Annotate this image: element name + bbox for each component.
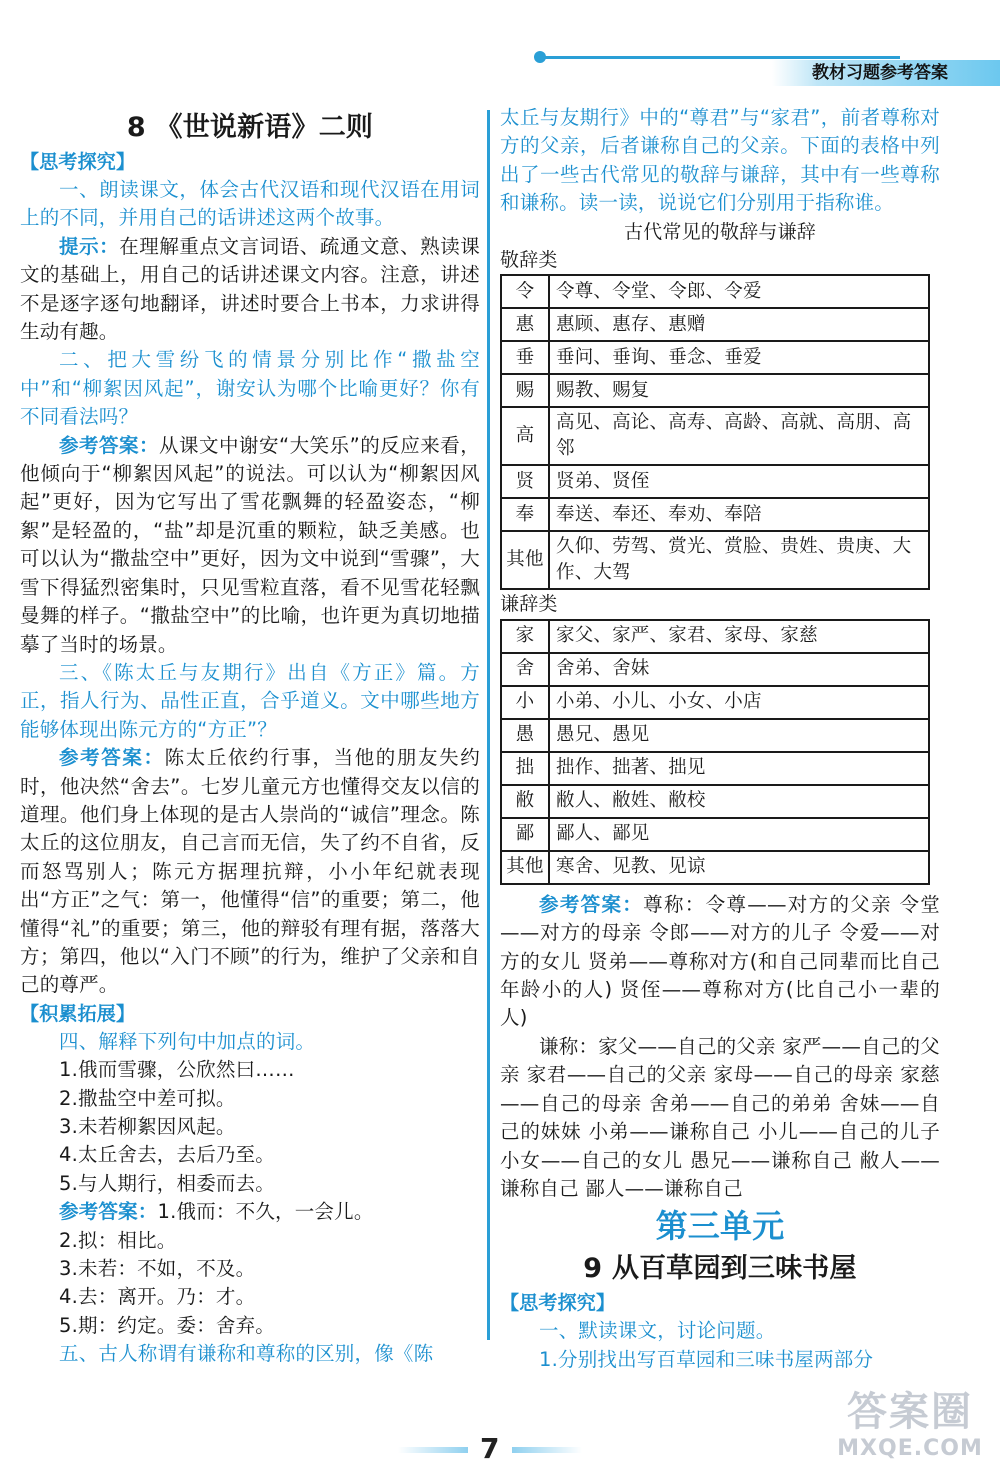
section-tag-extend: 【积累拓展】 xyxy=(20,1002,136,1025)
table-row xyxy=(501,752,929,785)
table-cell-value: 惠顾、惠存、惠赠 xyxy=(549,308,929,341)
table-cell-value: 寒舍、见教、见谅 xyxy=(549,851,929,884)
table-cell-key: 拙 xyxy=(501,752,549,785)
banner-title: 教材习题参考答案 xyxy=(812,63,948,83)
hint-text: 在理解重点文言词语、疏通文意、熟读课文的基础上，用自己的话讲述课文内容。注意，讲述不是逐字逐句地翻译，讲述时要合上书本，力求讲得生动有趣。 xyxy=(20,234,480,344)
respect-category-label: 敬辞类 xyxy=(500,249,558,272)
table-row xyxy=(501,818,929,851)
hint-paragraph xyxy=(20,233,480,347)
table-row xyxy=(501,275,929,308)
table-row xyxy=(501,374,929,407)
answer-label: 参考答案： xyxy=(539,892,644,916)
question-3: 三、《陈太丘与友期行》出自《方正》篇。方正，指人行为、品性正直，合乎道义。文中哪些地方能够体现出陈元方的“方正”？ xyxy=(20,660,480,741)
table-row xyxy=(501,686,929,719)
table-cell-value: 小弟、小儿、小女、小店 xyxy=(549,686,929,719)
question-5-continued: 太丘与友期行》中的“尊君”与“家君”，前者尊称对方的父亲，后者谦称自己的父亲。下面的表格中列出了一些古代常见的敬辞与谦辞，其中有一些尊称和谦称。读一读，说说它们分别用于指称谁。 xyxy=(500,106,940,215)
table-cell-key: 贤 xyxy=(501,465,549,498)
answer-3-text: 陈太丘依约行事，当他的朋友失约时，他决然“舍去”。七岁儿童元方也懂得交友以信的道理。他们身上体现的是古人崇尚的“诚信”理念。陈太丘的这位朋友，自己言而无信，失了约不自省，反而怒骂别人；陈元方据理抗辩，小小年纪就表现出“方正”之气：第一，他懂得“信”的重要；第二，他懂得“礼”的重要；第三，他的辩驳有理有据，落落大方；第四，他以“入门不顾”的行为，维护了父亲和自己的尊严。 xyxy=(20,746,480,997)
watermark-url: MXQE.COM xyxy=(837,1436,983,1461)
banner-rule xyxy=(540,56,900,59)
section-tag-explore: 【思考探究】 xyxy=(500,1292,616,1315)
respect-terms-table xyxy=(500,274,930,590)
table-cell-key: 其他 xyxy=(501,531,549,589)
table-cell-value: 家父、家严、家君、家母、家慈 xyxy=(549,620,929,653)
answer-5-humble: 谦称：家父——自己的父亲 家严——自己的父亲 家君——自己的父亲 家母——自己的母亲 家慈——自己的母亲 舍弟——自己的弟弟 舍妹——自己的妹妹 小弟——谦称自己 小儿——自己的儿子 小女——自己的女儿 愚兄——谦称自己 敝人——谦称自己 鄙人——谦称自己 xyxy=(500,1034,940,1200)
table-row xyxy=(501,531,929,589)
table-cell-key: 家 xyxy=(501,620,549,653)
answer-4-line: 3.未若：不如，不及。 xyxy=(59,1257,256,1281)
table-cell-key: 舍 xyxy=(501,653,549,686)
table-row xyxy=(501,498,929,531)
answer-2-text: 从课文中谢安“大笑乐”的反应来看，他倾向于“柳絮因风起”的说法。可以认为“柳絮因风起”更好，因为它写出了雪花飘舞的轻盈姿态，“柳絮”是轻盈的，“盐”却是沉重的颗粒，缺乏美感。也可以认为“撒盐空中”更好，因为文中说到“雪骤”，大雪下得猛烈密集时，只见雪粒直落，看不见雪花轻飘曼舞的样子。“撒盐空中”的比喻，也许更为真切地描摹了当时的场景。 xyxy=(20,433,480,656)
answer-4-text: 1.俄而：不久，一会儿。 xyxy=(157,1200,374,1224)
lesson-8-title: 8 《世说新语》二则 xyxy=(126,112,374,143)
question-1-lesson-9: 一、默读课文，讨论问题。 xyxy=(539,1319,776,1343)
answer-label: 参考答案： xyxy=(59,746,165,770)
answer-4-line: 2.拟：相比。 xyxy=(59,1228,177,1252)
right-column xyxy=(500,104,940,1374)
question-4-item: 4.太丘舍去，去后乃至。 xyxy=(59,1143,276,1167)
table-title: 古代常见的敬辞与谦辞 xyxy=(623,220,816,243)
answer-4-line xyxy=(20,1198,480,1226)
table-row xyxy=(501,341,929,374)
section-tag-explore: 【思考探究】 xyxy=(20,151,136,173)
page-number-decoration-left xyxy=(398,1447,468,1453)
page-number-decoration-right xyxy=(512,1447,582,1453)
table-cell-value: 鄙人、鄙见 xyxy=(549,818,929,851)
table-cell-key: 高 xyxy=(501,407,549,465)
table-row xyxy=(501,785,929,818)
table-cell-value: 赐教、赐复 xyxy=(549,374,929,407)
question-1-item-1: 1.分别找出写百草园和三味书屋两部分 xyxy=(539,1347,874,1371)
table-row xyxy=(501,719,929,752)
hint-label: 提示： xyxy=(59,234,120,258)
table-cell-key: 愚 xyxy=(501,719,549,752)
left-column xyxy=(20,108,480,1369)
watermark-logo xyxy=(830,1388,990,1464)
question-5: 五、古人称谓有谦称和尊称的区别，像《陈 xyxy=(59,1342,434,1366)
table-cell-value: 久仰、劳驾、赏光、赏脸、贵姓、贵庚、大作、大驾 xyxy=(549,531,929,589)
humble-category-label: 谦辞类 xyxy=(500,593,558,616)
answer-5-respect xyxy=(500,891,940,1033)
answer-label: 参考答案： xyxy=(59,1200,158,1224)
table-row xyxy=(501,620,929,653)
header-banner xyxy=(540,46,1000,86)
answer-label: 参考答案： xyxy=(59,433,160,457)
page-number: 7 xyxy=(480,1432,500,1465)
table-cell-key: 赐 xyxy=(501,374,549,407)
question-4-item: 3.未若柳絮因风起。 xyxy=(59,1115,236,1138)
answer-5-respect-text: 尊称：令尊——对方的父亲 令堂——对方的母亲 令郎——对方的儿子 令爱——对方的女儿 贤弟——尊称对方(和自己同辈而比自己年龄小的人) 贤侄——尊称对方(比自己小一辈的人) xyxy=(500,892,940,1030)
question-2: 二、把大雪纷飞的情景分别比作“撒盐空中”和“柳絮因风起”，谢安认为哪个比喻更好？你有不同看法吗？ xyxy=(20,348,480,429)
table-cell-value: 垂问、垂询、垂念、垂爱 xyxy=(549,341,929,374)
table-cell-value: 敝人、敝姓、敝校 xyxy=(549,785,929,818)
table-cell-key: 垂 xyxy=(501,341,549,374)
answer-4-line: 4.去：离开。乃：才。 xyxy=(59,1285,256,1309)
table-cell-value: 愚兄、愚见 xyxy=(549,719,929,752)
table-cell-value: 令尊、令堂、令郎、令爱 xyxy=(549,275,929,308)
column-divider xyxy=(487,110,490,1340)
watermark-text: 答案圈 xyxy=(847,1389,973,1435)
question-1: 一、朗读课文，体会古代汉语和现代汉语在用词上的不同，并用自己的话讲述这两个故事。 xyxy=(20,178,480,230)
answer-3 xyxy=(20,744,480,1000)
table-cell-key: 惠 xyxy=(501,308,549,341)
banner-dot xyxy=(534,51,546,63)
question-4-item: 2.撒盐空中差可拟。 xyxy=(59,1086,236,1110)
table-row xyxy=(501,653,929,686)
table-cell-value: 高见、高论、高寿、高龄、高就、高朋、高邻 xyxy=(549,407,929,465)
table-cell-value: 贤弟、贤侄 xyxy=(549,465,929,498)
lesson-9-title: 9 从百草园到三味书屋 xyxy=(583,1253,857,1285)
table-row xyxy=(501,407,929,465)
table-cell-key: 小 xyxy=(501,686,549,719)
answer-4-line: 5.期：约定。委：舍弃。 xyxy=(59,1313,276,1337)
unit-3-title: 第三单元 xyxy=(655,1207,785,1246)
humble-terms-table xyxy=(500,619,930,885)
table-row xyxy=(501,465,929,498)
table-cell-key: 鄙 xyxy=(501,818,549,851)
table-cell-key: 令 xyxy=(501,275,549,308)
table-row xyxy=(501,308,929,341)
table-row xyxy=(501,851,929,884)
table-cell-key: 其他 xyxy=(501,851,549,884)
question-4-item: 1.俄而雪骤，公欣然曰…… xyxy=(59,1058,295,1082)
table-cell-key: 奉 xyxy=(501,498,549,531)
question-4: 四、解释下列句中加点的词。 xyxy=(59,1029,316,1053)
table-cell-key: 敝 xyxy=(501,785,549,818)
answer-2 xyxy=(20,432,480,659)
table-cell-value: 拙作、拙著、拙见 xyxy=(549,752,929,785)
table-cell-value: 舍弟、舍妹 xyxy=(549,653,929,686)
question-4-item: 5.与人期行，相委而去。 xyxy=(59,1171,276,1195)
table-cell-value: 奉送、奉还、奉劝、奉陪 xyxy=(549,498,929,531)
